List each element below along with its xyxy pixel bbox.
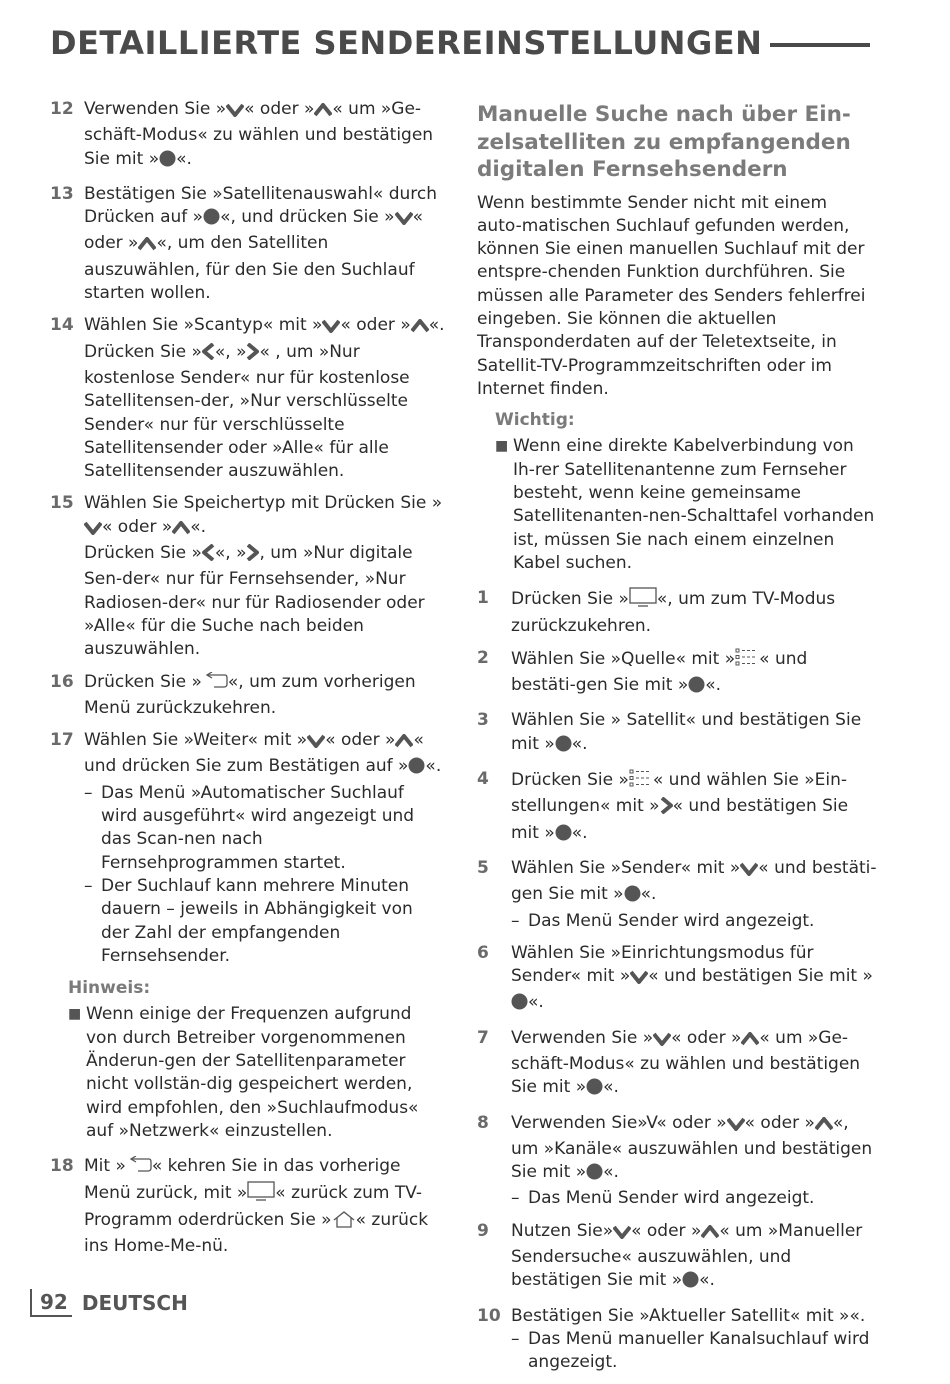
note-block	[495, 409, 877, 575]
step-number: 7	[477, 1027, 489, 1048]
step-number: 13	[50, 183, 74, 204]
chevron-up-icon	[411, 317, 429, 340]
step-15	[50, 492, 445, 661]
left-column	[50, 98, 445, 1267]
step-text: Wählen Sie »Weiter« mit » « oder » « und drücken Sie zum Bestätigen auf » «. – Das Menü »Automatischer Suchlauf wird ausgeführt« wird angezeigt und das Scan-nen nach Fernsehprogrammen startet. – Der Suchlauf kann mehrere Minuten dauern – jeweils in Abhängigkeit von der Zahl der empfangenden Fernsehsender.	[84, 729, 445, 968]
chevron-right-icon	[246, 343, 259, 367]
step-8	[477, 1112, 877, 1211]
step-text: Wählen Sie »Quelle« mit » « und bestäti-gen Sie mit » «.	[511, 647, 877, 701]
step-number: 2	[477, 647, 489, 668]
intro-paragraph: Wenn bestimmte Sender nicht mit einem auto-matischen Suchlauf gefunden werden, können Sie einen manuellen Suchlauf mit der entspre-chenden Funktion durchführen. Sie müssen alle Parameter des Senders fehlerfrei eingeben. Sie können die aktuellen Transponderdaten auf der Teletextseite, in Satellit-TV-Programmzeitschriften oder im Internet finden.	[477, 192, 866, 399]
tv-icon	[247, 1181, 275, 1208]
footer-language: DEUTSCH	[81, 1291, 188, 1315]
step-text: Wählen Sie »Scantyp« mit » « oder » «. Drücken Sie » «, » « , um »Nur kostenlose Sender« nur für kostenlose Satellitensen-der, »Nur verschlüsselte Sender« nur für verschlüsselte Satellitensender oder »Alle« für alle Satellitensender auszuwählen.	[84, 315, 445, 482]
ok-dot-icon	[408, 757, 425, 781]
ok-dot-icon	[159, 150, 176, 174]
step-text: Wählen Sie »Einrichtungsmodus für Sender« mit » « und bestätigen Sie mit »«.	[511, 942, 877, 1018]
step-3	[477, 709, 877, 759]
ok-dot-icon	[586, 1078, 603, 1102]
step-1	[477, 587, 877, 638]
step-number: 17	[50, 730, 74, 751]
step-12	[50, 98, 445, 174]
step-17	[50, 729, 445, 968]
step-text: Drücken Sie » « und wählen Sie »Ein-stellungen« mit » « und bestätigen Sie mit » «.	[511, 768, 877, 848]
sub-item: – Das Menü »Automatischer Suchlauf wird ausgeführt« wird angezeigt und das Scan-nen nach Fernsehprogrammen startet.	[84, 782, 415, 873]
chevron-up-icon	[815, 1115, 833, 1138]
chevron-down-icon	[740, 860, 758, 883]
menu-list-icon	[735, 647, 759, 674]
page-number: 92	[30, 1289, 72, 1317]
step-18	[50, 1155, 445, 1258]
chevron-down-icon	[630, 968, 648, 991]
step-text: Wählen Sie »Sender« mit » « und bestäti-gen Sie mit » «. – Das Menü Sender wird angezeigt.	[511, 857, 877, 933]
note-heading: Wichtig:	[495, 410, 575, 431]
step-text: Bestätigen Sie »Satellitenauswahl« durch Drücken auf » «, und drücken Sie » « oder » «, um den Satelliten auszuwählen, für den Sie den Suchlauf starten wollen.	[84, 183, 438, 304]
ok-dot-icon	[688, 676, 705, 700]
ok-dot-icon	[682, 1271, 699, 1295]
step-number: 4	[477, 769, 489, 790]
note-item: ■ Wenn eine direkte Kabelverbindung von Ih-rer Satellitenantenne zum Fernseher besteht, wenn keine gemeinsame Satellitenanten-nen-Schalttafel vorhanden ist, müssen Sie nach einem einzelnen Kabel suchen.	[495, 435, 877, 575]
step-10	[477, 1305, 877, 1375]
back-arrow-icon	[126, 1156, 152, 1181]
step-number: 3	[477, 710, 489, 731]
chevron-up-icon	[314, 101, 332, 124]
title-rule	[770, 43, 870, 47]
menu-list-icon	[629, 768, 653, 795]
sub-item: – Das Menü Sender wird angezeigt.	[511, 1188, 815, 1209]
step-number: 5	[477, 857, 489, 878]
chevron-right-icon	[246, 544, 259, 568]
step-14	[50, 314, 445, 483]
bullet-square-icon: ■	[495, 438, 509, 455]
chevron-down-icon	[653, 1030, 671, 1053]
step-number: 15	[50, 493, 74, 514]
step-number: 8	[477, 1112, 489, 1133]
step-text: Wählen Sie » Satellit« und bestätigen Sie mit » «.	[511, 709, 877, 759]
step-number: 14	[50, 315, 74, 336]
page-footer	[30, 1289, 188, 1317]
bullet-square-icon: ■	[68, 1006, 82, 1023]
back-arrow-icon	[202, 672, 228, 697]
chevron-down-icon	[727, 1115, 745, 1138]
step-16	[50, 671, 445, 721]
step-number: 18	[50, 1156, 74, 1177]
ok-dot-icon	[555, 824, 572, 848]
chevron-down-icon	[84, 519, 102, 542]
sub-item: – Der Suchlauf kann mehrere Minuten dauern – jeweils in Abhängigkeit von der Zahl der empfangenden Fernsehsender.	[84, 875, 413, 966]
right-column	[477, 98, 877, 1384]
step-13	[50, 183, 445, 305]
section-heading: Manuelle Suche nach über Ein-zelsatelliten zu empfangenden digitalen Fernsehsendern	[477, 102, 851, 182]
step-7	[477, 1027, 877, 1103]
step-text: Verwenden Sie » « oder » « um »Ge-schäft-Modus« zu wählen und bestätigen Sie mit » «.	[84, 98, 445, 174]
step-number: 12	[50, 99, 74, 119]
page-header	[50, 18, 870, 68]
chevron-down-icon	[395, 209, 413, 232]
step-9	[477, 1220, 877, 1296]
page-title: DETAILLIERTE SENDEREINSTELLUNGEN	[50, 24, 763, 62]
chevron-down-icon	[307, 732, 325, 755]
chevron-up-icon	[172, 519, 190, 542]
chevron-left-icon	[202, 343, 215, 367]
step-text: Mit » « kehren Sie in das vorherige Menü zurück, mit » « zurück zum TV-Programm oderdrücken Sie » « zurück ins Home-Me-nü.	[84, 1156, 429, 1257]
chevron-up-icon	[395, 732, 413, 755]
chevron-left-icon	[202, 544, 215, 568]
chevron-right-icon	[660, 797, 673, 821]
step-text: Verwenden Sie»V« oder » « oder » «, um »Kanäle« auszuwählen und bestätigen Sie mit » «. – Das Menü Sender wird angezeigt.	[511, 1112, 877, 1211]
note-heading: Hinweis:	[68, 978, 151, 999]
chevron-down-icon	[322, 317, 340, 340]
note-item: ■ Wenn einige der Frequenzen aufgrund von durch Betreiber vorgenommenen Änderun-gen der Satellitenparameter nicht vollstän-dig gespeichert werden, wird empfohlen, den »Suchlaufmodus« auf »Netzwerk« einzustellen.	[68, 1003, 445, 1143]
step-2	[477, 647, 877, 701]
home-icon	[332, 1210, 356, 1235]
step-text: Wählen Sie Speichertyp mit Drücken Sie »« oder » «. Drücken Sie » «, » , um »Nur digitale Sen-der« nur für Fernsehsender, »Nur Radiosen-der« nur für Radiosender oder »Alle« für die Suche nach beiden auszuwählen.	[84, 493, 443, 660]
step-number: 6	[477, 942, 489, 963]
step-number: 10	[477, 1305, 501, 1326]
ok-dot-icon	[586, 1163, 603, 1187]
step-text: Bestätigen Sie »Aktueller Satellit« mit »«. – Das Menü manueller Kanalsuchlauf wird angezeigt.	[511, 1305, 877, 1375]
step-5	[477, 857, 877, 933]
step-number: 1	[477, 588, 489, 609]
step-text: Drücken Sie » «, um zum vorherigen Menü zurückzukehren.	[84, 671, 416, 718]
step-text: Verwenden Sie » « oder » « um »Ge-schäft-Modus« zu wählen und bestätigen Sie mit » «.	[511, 1027, 877, 1103]
step-6	[477, 942, 877, 1018]
step-text: Drücken Sie » «, um zum TV-Modus zurückzukehren.	[511, 589, 836, 636]
chevron-up-icon	[138, 235, 156, 258]
chevron-down-icon	[613, 1223, 631, 1246]
chevron-up-icon	[741, 1030, 759, 1053]
sub-item: – Das Menü manueller Kanalsuchlauf wird angezeigt.	[511, 1328, 870, 1373]
step-text: Nutzen Sie» « oder » « um »Manueller Sendersuche« auszuwählen, und bestätigen Sie mit » «.	[511, 1220, 877, 1296]
ok-dot-icon	[555, 735, 572, 759]
chevron-up-icon	[701, 1223, 719, 1246]
note-block	[68, 977, 445, 1143]
sub-item: – Das Menü Sender wird angezeigt.	[511, 910, 815, 931]
step-4	[477, 768, 877, 848]
tv-icon	[629, 587, 657, 614]
chevron-down-icon	[226, 101, 244, 124]
ok-dot-icon	[511, 993, 528, 1017]
ok-dot-icon	[624, 885, 641, 909]
ok-dot-icon	[203, 208, 220, 232]
step-number: 9	[477, 1220, 489, 1241]
step-number: 16	[50, 671, 74, 692]
